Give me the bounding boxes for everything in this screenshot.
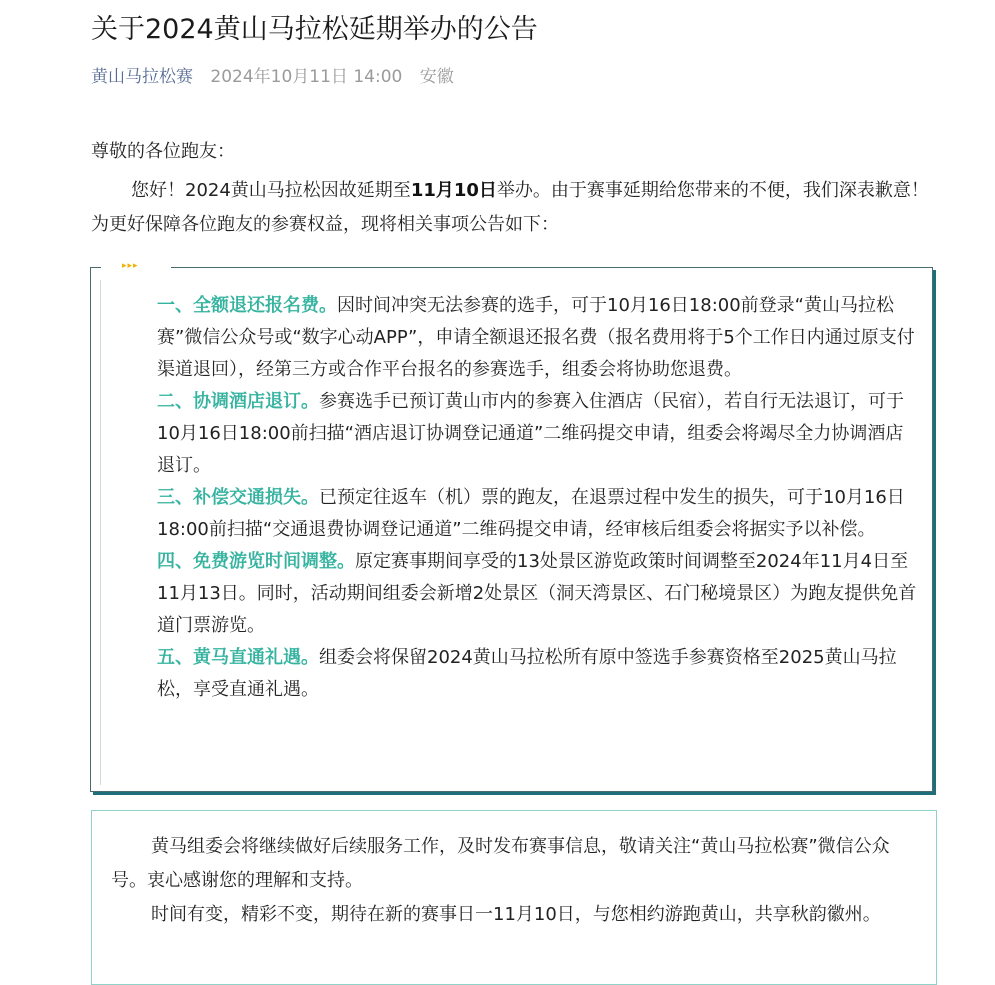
- publish-location: 安徽: [419, 67, 454, 87]
- decor-arrows-icon: ▸▸▸: [118, 259, 143, 273]
- notice-item-heading: 三、补偿交通损失。: [157, 487, 319, 508]
- author-link[interactable]: 黄山马拉松赛: [91, 67, 193, 87]
- article-meta: [91, 64, 454, 90]
- notice-item-4: [157, 546, 917, 642]
- intro-text-before: 您好！2024黄山马拉松因故延期至: [131, 180, 411, 201]
- notice-item-3: [157, 482, 917, 546]
- intro-date-highlight: 11月10日: [410, 180, 497, 201]
- notice-item-heading: 四、免费游览时间调整。: [157, 551, 355, 572]
- notice-item-1: [157, 290, 917, 386]
- notice-item-body: 参赛选手已预订黄山市内的参赛入住酒店（民宿），若自行无法退订，可于10月16日18:00前扫描“酒店退订协调登记通道”二维码提交申请，组委会将竭尽全力协调酒店退订。: [157, 391, 904, 476]
- closing-text: [111, 830, 921, 932]
- notice-item-body: 组委会将保留2024黄山马拉松所有原中签选手参赛资格至2025黄山马拉松，享受直通礼遇。: [157, 647, 897, 700]
- greeting: 尊敬的各位跑友：: [91, 141, 235, 162]
- notice-item-heading: 二、协调酒店退订。: [157, 391, 319, 412]
- notice-box-inner-line: [100, 280, 101, 785]
- notice-item-body: 已预定往返车（机）票的跑友，在退票过程中发生的损失，可于10月16日18:00前扫描“交通退费协调登记通道”二维码提交申请，经审核后组委会将据实予以补偿。: [157, 487, 905, 540]
- notice-item-body: 因时间冲突无法参赛的选手，可于10月16日18:00前登录“黄山马拉松赛”微信公众号或“数字心动APP”，申请全额退还报名费（报名费用将于5个工作日内通过原支付渠道退回），经第三方或合作平台报名的参赛选手，组委会将协助您退费。: [157, 295, 915, 380]
- closing-paragraph-2: 时间有变，精彩不变，期待在新的赛事日一11月10日，与您相约游跑黄山，共享秋韵徽州。: [151, 904, 881, 925]
- notice-items: [157, 290, 917, 706]
- notice-item-heading: 五、黄马直通礼遇。: [157, 647, 319, 668]
- closing-paragraph-1: 黄马组委会将继续做好后续服务工作，及时发布赛事信息，敬请关注“黄山马拉松赛”微信公众号。衷心感谢您的理解和支持。: [111, 836, 890, 891]
- notice-item-body: 原定赛事期间享受的13处景区游览政策时间调整至2024年11月4日至11月13日。同时，活动期间组委会新增2处景区（洞天湾景区、石门秘境景区）为跑友提供免首道门票游览。: [157, 551, 917, 636]
- notice-item-5: [157, 642, 917, 706]
- intro-text-after: 举办。由于赛事延期给您带来的不便，我们深表歉意！为更好保障各位跑友的参赛权益，现将相关事项公告如下：: [91, 180, 929, 235]
- publish-date: 2024年10月11日 14:00: [210, 67, 403, 87]
- intro-paragraph: [91, 174, 941, 242]
- notice-item-2: [157, 386, 917, 482]
- article-title: 关于2024黄山马拉松延期举办的公告: [91, 14, 538, 45]
- notice-item-heading: 一、全额退还报名费。: [157, 295, 337, 316]
